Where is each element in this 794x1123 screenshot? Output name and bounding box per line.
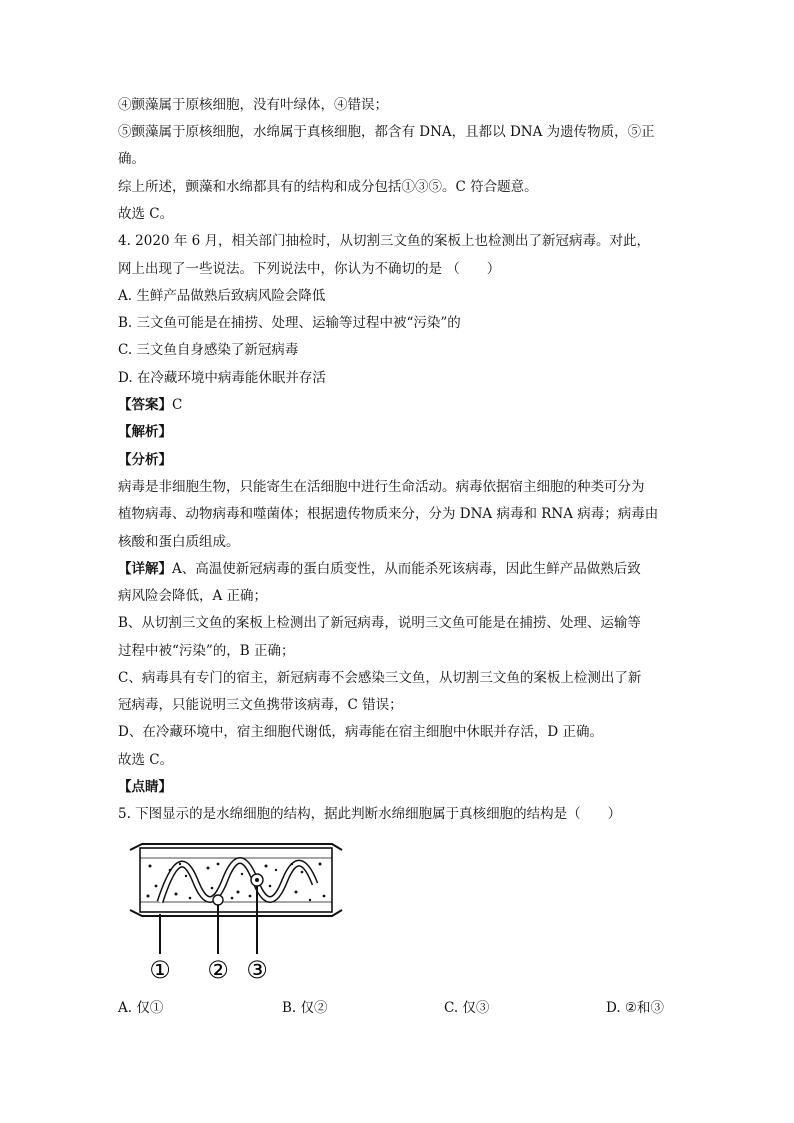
option-d: D. 在冷藏环境中病毒能休眠并存活 (118, 370, 326, 386)
option-a: A. 生鲜产品做熟后致病风险会降低 (118, 288, 326, 304)
option-b: B. 三文鱼可能是在捕捞、处理、运输等过程中被“污染”的 (118, 315, 461, 331)
xiangjie-line (118, 559, 641, 579)
answer-line (118, 395, 182, 415)
spirogyra-cell-figure (120, 836, 350, 986)
q5-option-d: D. ②和③ (606, 1000, 665, 1016)
text-line: 确。 (118, 151, 145, 167)
text-line: 核酸和蛋白质组成。 (118, 534, 240, 550)
text-line: ⑤颤藻属于原核细胞，水绵属于真核细胞，都含有 DNA，且都以 DNA 为遗传物质，⑤正 (118, 124, 655, 140)
text-line: 病毒是非细胞生物，只能寄生在活细胞中进行生命活动。病毒依据宿主细胞的种类可分为 (118, 479, 645, 495)
answer-label: 【答案】 (118, 397, 172, 413)
question-4-stem: 4. 2020 年 6 月，相关部门抽检时，从切割三文鱼的案板上也检测出了新冠病毒。对此， (118, 233, 650, 249)
text-line: 冠病毒，只能说明三文鱼携带该病毒，C 错误； (118, 697, 403, 713)
question-4-stem: 网上出现了一些说法。下列说法中，你认为不确切的是 （ ） (118, 261, 501, 277)
text-line: C、病毒具有专门的宿主，新冠病毒不会感染三文鱼，从切割三文鱼的案板上检测出了新 (118, 670, 642, 686)
q5-option-a: A. 仅① (118, 1000, 164, 1016)
section-jiexi: 【解析】 (118, 424, 172, 440)
text-line: 故选 C。 (118, 752, 174, 768)
figure-label-3: ③ (246, 956, 268, 984)
text-line: 病风险会降低，A 正确； (118, 588, 268, 604)
text-line: D、在冷藏环境中，宿主细胞代谢低，病毒能在宿主细胞中休眠并存活，D 正确。 (118, 724, 603, 740)
section-dianjing: 【点睛】 (118, 779, 172, 795)
option-c: C. 三文鱼自身感染了新冠病毒 (118, 342, 299, 358)
question-5-stem: 5. 下图显示的是水绵细胞的结构，据此判断水绵细胞属于真核细胞的结构是（ ） (118, 806, 622, 822)
text-line: 综上所述，颤藻和水绵都具有的结构和成分包括①③⑤。C 符合题意。 (118, 179, 538, 195)
section-xiangjie: 【详解】 (118, 561, 172, 577)
q5-option-b: B. 仅② (282, 1000, 328, 1016)
text-line: A、高温使新冠病毒的蛋白质变性，从而能杀死该病毒，因此生鲜产品做熟后致 (172, 561, 641, 577)
answer-value: C (172, 397, 183, 413)
q5-option-c: C. 仅③ (444, 1000, 490, 1016)
figure-label-1: ① (149, 956, 171, 984)
figure-label-2: ② (207, 956, 229, 984)
section-fenxi: 【分析】 (118, 452, 172, 468)
text-line: ④颤藻属于原核细胞，没有叶绿体，④错误； (118, 97, 388, 113)
text-line: 植物病毒、动物病毒和噬菌体；根据遗传物质来分，分为 DNA 病毒和 RNA 病毒；病毒由 (118, 506, 659, 522)
text-line: B、从切割三文鱼的案板上检测出了新冠病毒，说明三文鱼可能是在捕捞、处理、运输等 (118, 615, 641, 631)
text-line: 过程中被“污染”的，B 正确； (118, 643, 295, 659)
text-line: 故选 C。 (118, 206, 174, 222)
